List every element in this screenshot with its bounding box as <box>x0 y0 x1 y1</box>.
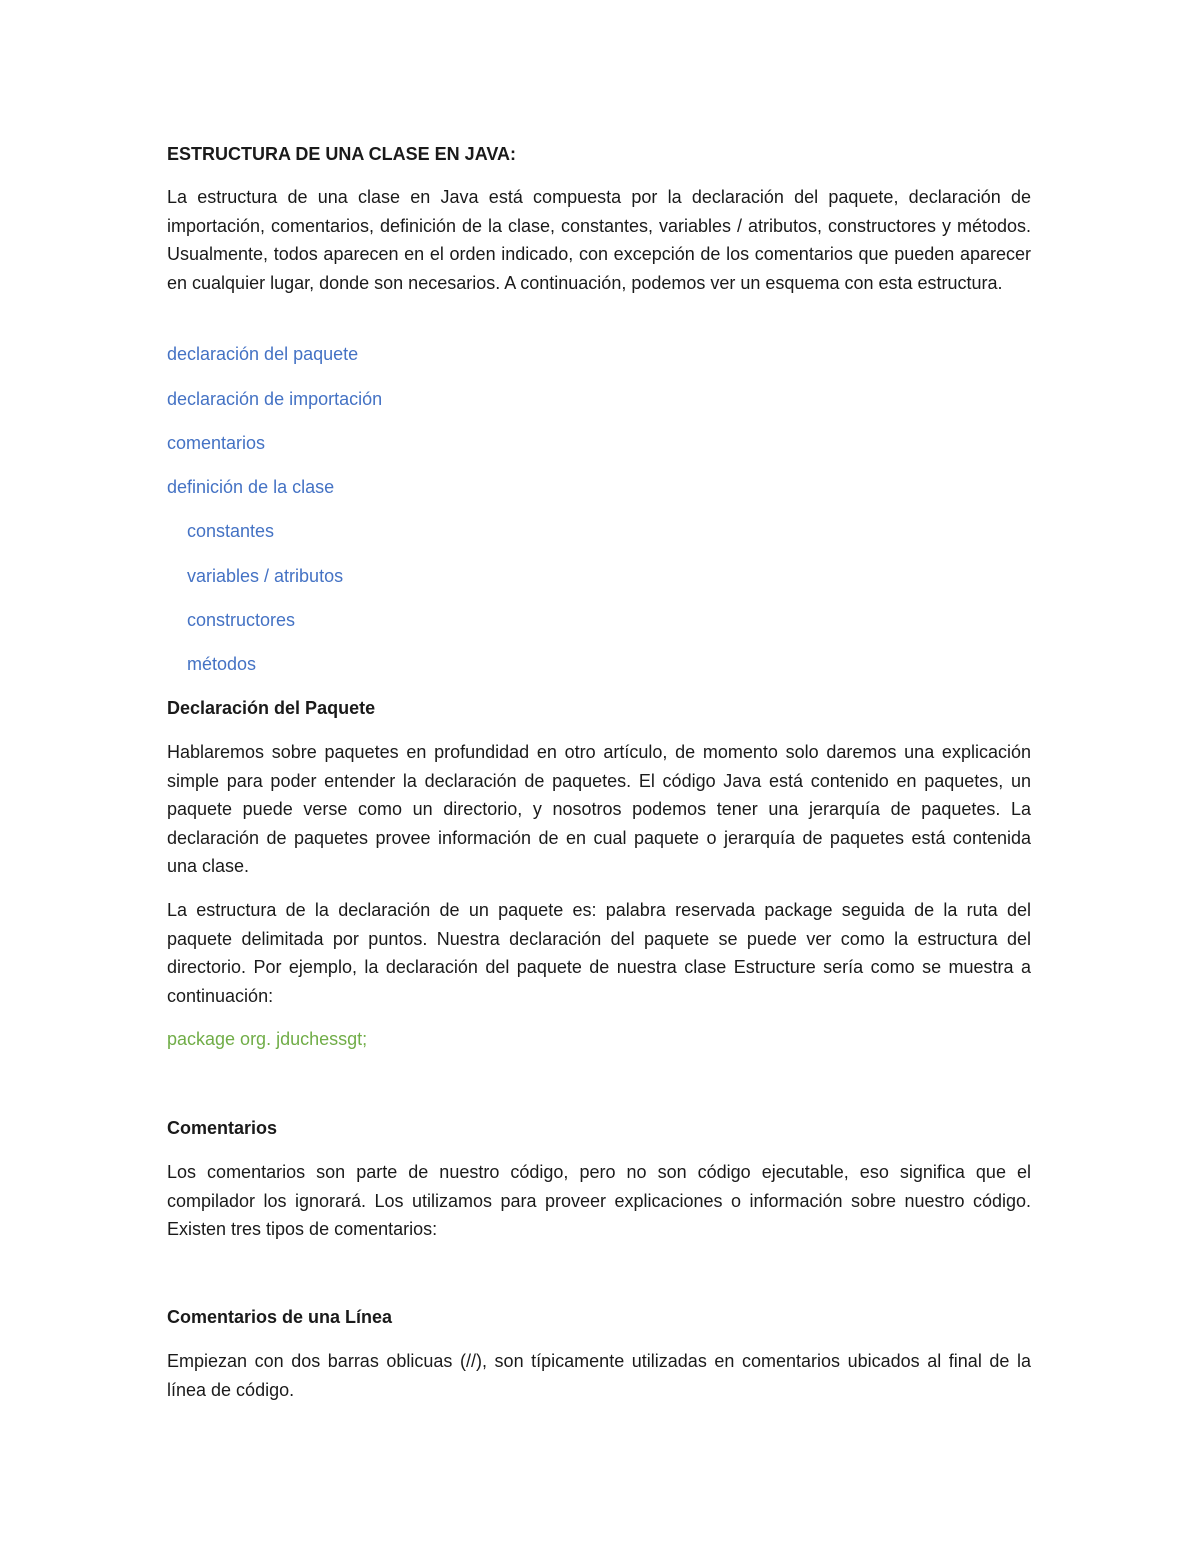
package-paragraph-1: Hablaremos sobre paquetes en profundidad en otro artículo, de momento solo daremos una explicación simple para poder entender la declaración de paquetes. El código Java está contenido en paquetes, un paquete puede verse como un directorio, y nosotros podemos tener una jerarquía de paquetes. La declaración de paquetes provee información de en cual paquete o jerarquía de paquetes está contenida una clase. <box>167 742 1031 876</box>
package-paragraph-2: La estructura de la declaración de un paquete es: palabra reservada package seguida de la ruta del paquete delimitada por puntos. Nuestra declaración del paquete se puede ver como la estructura del directorio. Por ejemplo, la declaración del paquete de nuestra clase Estructure sería como se muestra a continuación: <box>167 900 1031 1006</box>
document-page <box>167 0 1031 1553</box>
comments-paragraph: Los comentarios son parte de nuestro código, pero no son código ejecutable, eso significa que el compilador los ignorará. Los utilizamos para proveer explicaciones o información sobre nuestro código. Existen tres tipos de comentarios: <box>167 1162 1031 1239</box>
outline-item-constructors: constructores <box>187 610 296 630</box>
comments-heading: Comentarios <box>167 1118 278 1138</box>
package-code-example: package org. jduchessgt; <box>167 1029 368 1049</box>
outline-item-package: declaración del paquete <box>167 344 359 364</box>
outline-item-methods: métodos <box>187 654 257 674</box>
outline-item-class-definition: definición de la clase <box>167 477 335 497</box>
outline-item-constants: constantes <box>187 521 275 541</box>
outline-item-import: declaración de importación <box>167 389 383 409</box>
outline-item-variables: variables / atributos <box>187 566 344 586</box>
document-title: ESTRUCTURA DE UNA CLASE EN JAVA: <box>167 144 517 164</box>
intro-paragraph: La estructura de una clase en Java está compuesta por la declaración del paquete, declaración de importación, comentarios, definición de la clase, constantes, variables / atributos, constructores y métodos. Usualmente, todos aparecen en el orden indicado, con excepción de los comentarios que pueden aparecer en cualquier lugar, donde son necesarios. A continuación, podemos ver un esquema con esta estructura. <box>167 187 1031 293</box>
outline-item-comments: comentarios <box>167 433 266 453</box>
single-line-comments-paragraph: Empiezan con dos barras oblicuas (//), son típicamente utilizadas en comentarios ubicados al final de la línea de código. <box>167 1351 1031 1400</box>
single-line-comments-heading: Comentarios de una Línea <box>167 1307 393 1327</box>
package-heading: Declaración del Paquete <box>167 698 376 718</box>
